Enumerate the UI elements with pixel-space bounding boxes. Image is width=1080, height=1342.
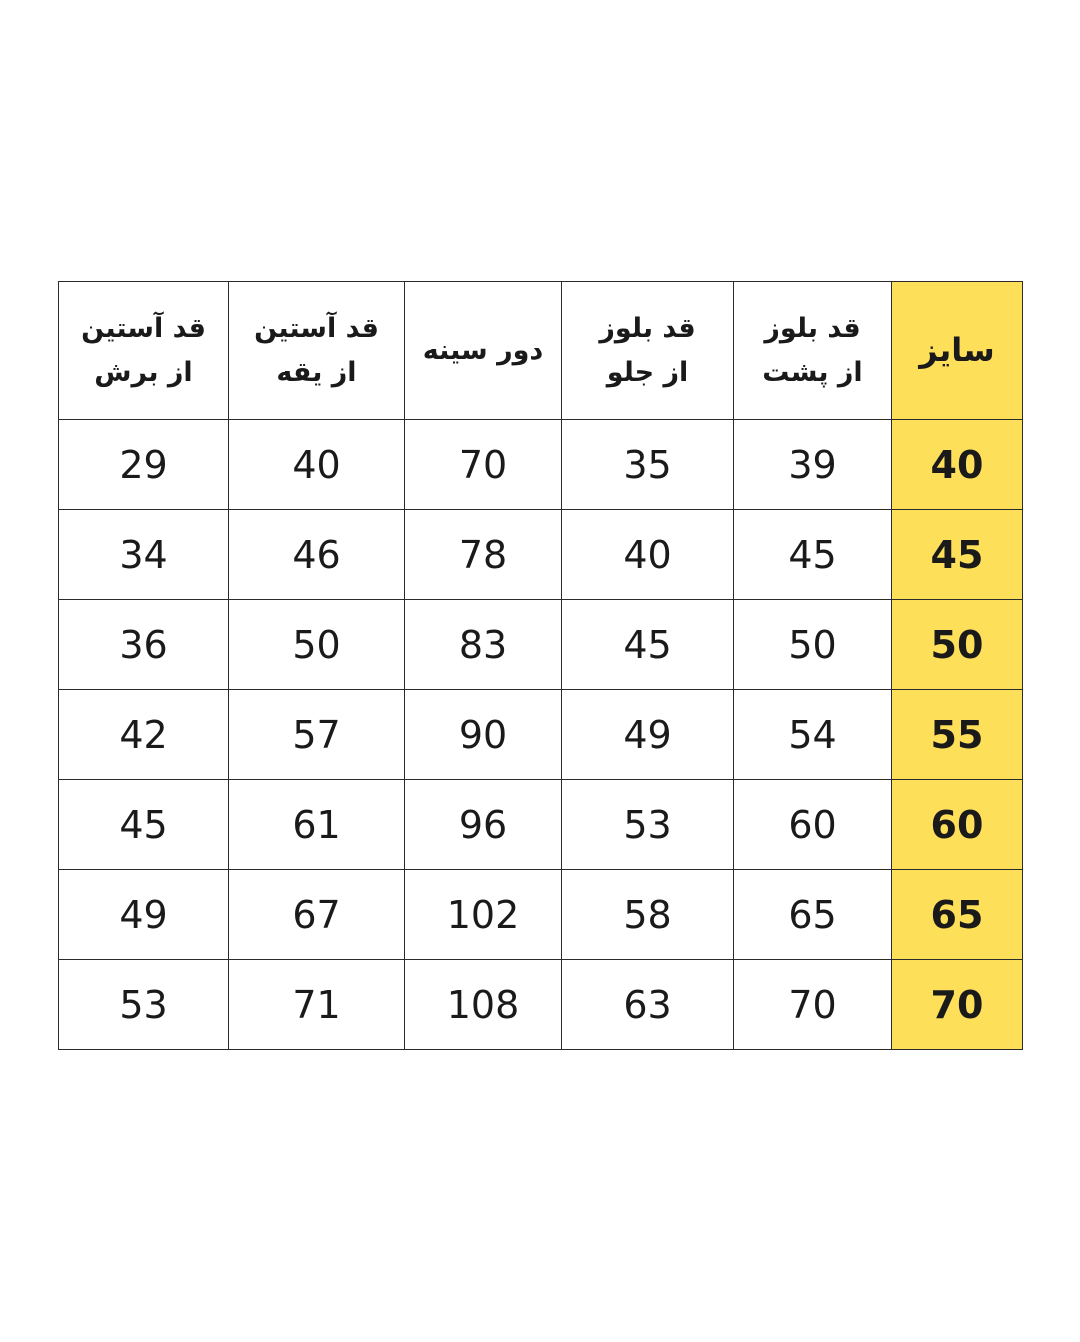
table-row: [59, 510, 1023, 600]
header-sleeve-length-from-collar: [229, 282, 405, 420]
cell-chest: 96: [405, 780, 562, 870]
cell-sleeve-collar: 40: [229, 420, 405, 510]
cell-chest: 90: [405, 690, 562, 780]
header-line: قد بلوز: [599, 313, 696, 345]
cell-sleeve-cut: 53: [59, 960, 229, 1050]
cell-length-back: 50: [734, 600, 892, 690]
cell-sleeve-collar: 67: [229, 870, 405, 960]
cell-sleeve-collar: 57: [229, 690, 405, 780]
header-line: سایز: [919, 330, 995, 369]
table-row: [59, 780, 1023, 870]
cell-chest: 78: [405, 510, 562, 600]
header-line: قد بلوز: [764, 313, 861, 345]
cell-sleeve-cut: 49: [59, 870, 229, 960]
cell-size: 65: [892, 870, 1023, 960]
header-blouse-length-front: [562, 282, 734, 420]
cell-length-front: 49: [562, 690, 734, 780]
cell-length-front: 53: [562, 780, 734, 870]
cell-length-back: 54: [734, 690, 892, 780]
cell-length-back: 39: [734, 420, 892, 510]
cell-sleeve-collar: 61: [229, 780, 405, 870]
cell-size: 45: [892, 510, 1023, 600]
header-row: [59, 282, 1023, 420]
cell-size: 50: [892, 600, 1023, 690]
header-line: از پشت: [762, 356, 863, 388]
header-line: از برش: [94, 356, 193, 388]
table-row: [59, 870, 1023, 960]
table-row: [59, 690, 1023, 780]
cell-sleeve-collar: 46: [229, 510, 405, 600]
header-line: قد آستین: [81, 313, 206, 345]
cell-length-back: 60: [734, 780, 892, 870]
cell-chest: 83: [405, 600, 562, 690]
cell-length-back: 45: [734, 510, 892, 600]
cell-sleeve-cut: 42: [59, 690, 229, 780]
cell-size: 70: [892, 960, 1023, 1050]
table-row: [59, 420, 1023, 510]
cell-sleeve-cut: 29: [59, 420, 229, 510]
cell-length-front: 58: [562, 870, 734, 960]
header-line: قد آستین: [254, 313, 379, 345]
header-sleeve-length-from-cut: [59, 282, 229, 420]
header-line: دور سینه: [422, 334, 544, 366]
cell-chest: 102: [405, 870, 562, 960]
cell-length-back: 70: [734, 960, 892, 1050]
table-row: [59, 600, 1023, 690]
cell-length-back: 65: [734, 870, 892, 960]
cell-sleeve-cut: 36: [59, 600, 229, 690]
cell-size: 60: [892, 780, 1023, 870]
cell-length-front: 45: [562, 600, 734, 690]
cell-sleeve-collar: 50: [229, 600, 405, 690]
header-line: از یقه: [276, 356, 357, 388]
cell-sleeve-cut: 45: [59, 780, 229, 870]
cell-size: 55: [892, 690, 1023, 780]
header-blouse-length-back: [734, 282, 892, 420]
cell-length-front: 63: [562, 960, 734, 1050]
cell-size: 40: [892, 420, 1023, 510]
header-chest: [405, 282, 562, 420]
cell-length-front: 40: [562, 510, 734, 600]
cell-chest: 108: [405, 960, 562, 1050]
header-line: از جلو: [606, 356, 689, 388]
size-chart-table: [58, 281, 1023, 1050]
table-row: [59, 960, 1023, 1050]
cell-sleeve-collar: 71: [229, 960, 405, 1050]
cell-chest: 70: [405, 420, 562, 510]
cell-length-front: 35: [562, 420, 734, 510]
cell-sleeve-cut: 34: [59, 510, 229, 600]
header-size: [892, 282, 1023, 420]
